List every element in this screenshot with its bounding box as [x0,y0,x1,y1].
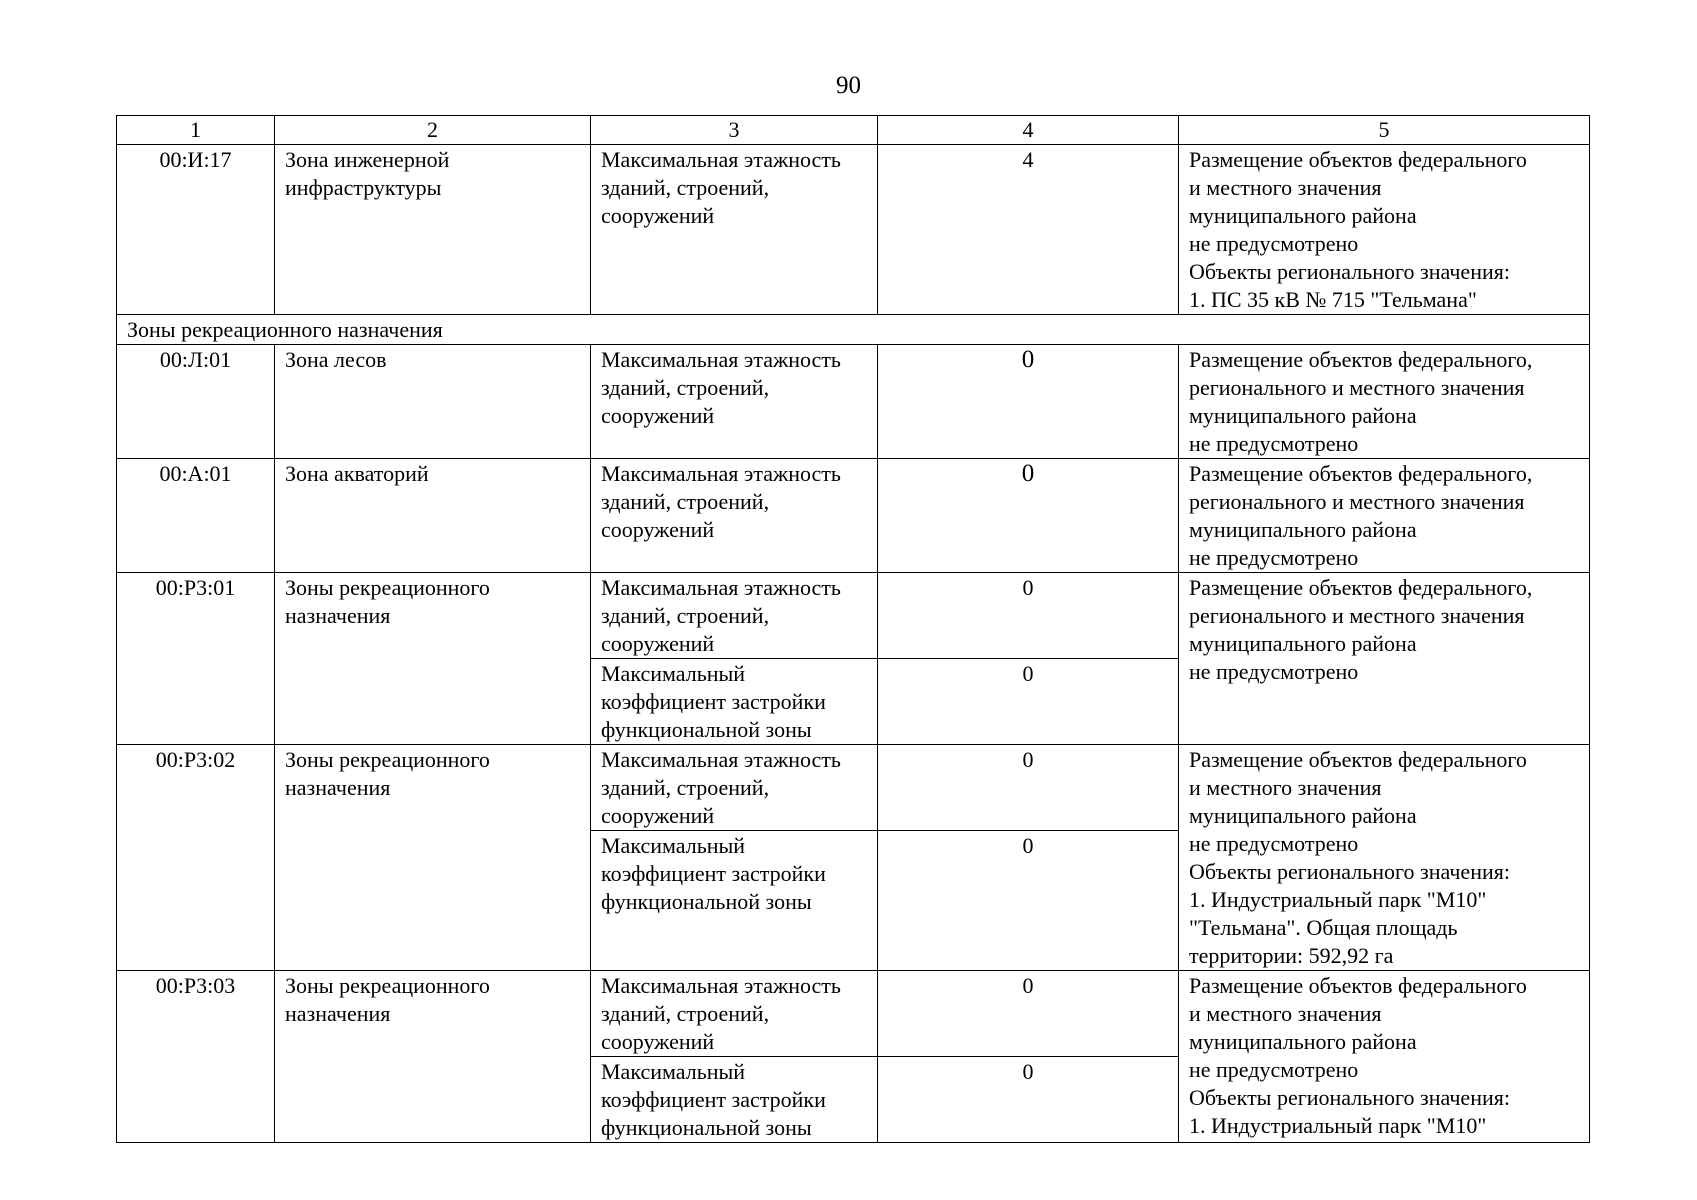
param-value: 0 [878,345,1179,459]
zone-code: 00:И:17 [117,145,275,315]
param-name: Максимальная этажность зданий, строений, сооружений [591,573,878,659]
table-row [117,345,1590,459]
zone-name: Зоны рекреационного назначения [275,745,591,971]
zone-code: 00:Р3:02 [117,745,275,971]
header-row [117,116,1590,145]
placement-text: Размещение объектов федерального и местного значения муниципального района не предусмотрено Объекты регионального значения: 1. Индустриальный парк "М10" "Тельмана". Общая площадь территории: 592,92 га [1179,745,1590,971]
header-cell-5: 5 [1179,116,1590,145]
param-name: Максимальная этажность зданий, строений, сооружений [591,745,878,831]
section-row [117,315,1590,345]
table-row [117,745,1590,831]
table-row [117,971,1590,1057]
placement-text: Размещение объектов федерального, регионального и местного значения муниципального района не предусмотрено [1179,573,1590,745]
header-cell-3: 3 [591,116,878,145]
param-value: 4 [878,145,1179,315]
param-value: 0 [878,1057,1179,1143]
placement-text: Размещение объектов федерального, регионального и местного значения муниципального района не предусмотрено [1179,345,1590,459]
param-name: Максимальный коэффициент застройки функциональной зоны [591,1057,878,1143]
param-name: Максимальная этажность зданий, строений, сооружений [591,459,878,573]
placement-text: Размещение объектов федерального и местного значения муниципального района не предусмотрено Объекты регионального значения: 1. Индустриальный парк "М10" [1179,971,1590,1143]
param-value: 0 [878,573,1179,659]
placement-text: Размещение объектов федерального, регионального и местного значения муниципального района не предусмотрено [1179,459,1590,573]
table-row [117,145,1590,315]
zones-table [116,115,1590,1143]
header-cell-1: 1 [117,116,275,145]
zone-name: Зона инженерной инфраструктуры [275,145,591,315]
param-value: 0 [878,745,1179,831]
header-cell-2: 2 [275,116,591,145]
zone-name: Зоны рекреационного назначения [275,971,591,1143]
param-value: 0 [878,831,1179,971]
zone-name: Зоны рекреационного назначения [275,573,591,745]
section-title: Зоны рекреационного назначения [117,315,1590,345]
param-value: 0 [878,971,1179,1057]
header-cell-4: 4 [878,116,1179,145]
placement-text: Размещение объектов федерального и местного значения муниципального района не предусмотрено Объекты регионального значения: 1. ПС 35 кВ № 715 "Тельмана" [1179,145,1590,315]
zone-code: 00:Р3:03 [117,971,275,1143]
zone-code: 00:А:01 [117,459,275,573]
param-name: Максимальная этажность зданий, строений, сооружений [591,971,878,1057]
param-name: Максимальная этажность зданий, строений, сооружений [591,345,878,459]
zone-name: Зона лесов [275,345,591,459]
param-name: Максимальная этажность зданий, строений, сооружений [591,145,878,315]
table-row [117,459,1590,573]
zone-name: Зона акваторий [275,459,591,573]
param-name: Максимальный коэффициент застройки функциональной зоны [591,659,878,745]
table-row [117,573,1590,659]
page-number: 90 [836,72,861,99]
zone-code: 00:Р3:01 [117,573,275,745]
param-value: 0 [878,659,1179,745]
param-value: 0 [878,459,1179,573]
param-name: Максимальный коэффициент застройки функциональной зоны [591,831,878,971]
zone-code: 00:Л:01 [117,345,275,459]
